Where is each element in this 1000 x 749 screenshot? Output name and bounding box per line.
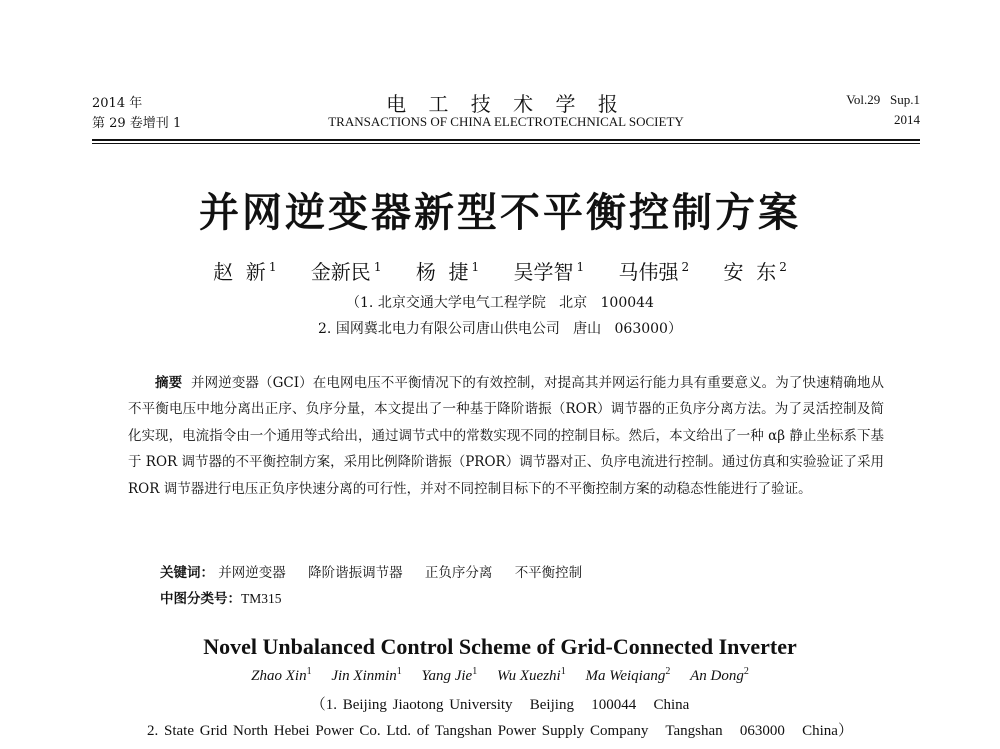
clc-label: 中图分类号： — [160, 591, 241, 607]
header-year: 2014 年 — [92, 96, 143, 111]
english-author-list — [0, 666, 1000, 685]
english-author: Yang Jie$^1$ — [421, 666, 478, 684]
english-author: Ma Weiqiang$^2$ — [585, 666, 671, 684]
keyword: 正负序分离 — [424, 565, 493, 581]
header-year-en: 2014 — [894, 112, 920, 127]
abstract-label: 摘要 — [155, 375, 183, 391]
english-title: Novel Unbalanced Control Scheme of Grid-Connected Inverter — [203, 634, 797, 659]
author: 杨 捷 $^1$ — [415, 260, 480, 284]
header-rule-thick — [92, 139, 920, 141]
classification — [160, 587, 282, 607]
keyword: 并网逆变器 — [218, 565, 286, 581]
abstract-text: 并网逆变器（GCI）在电网电压不平衡情况下的有效控制，对提高其并网运行能力具有重要意义。为了快速精确地从不平衡电压中地分离出正序、负序分量，本文提出了一种基于降阶谐振（ROR）调节器的正负序分离方法。为了灵活控制及简化实现，电流指令由一个通用等式给出，通过调节式中的常数实现不同的控制目标。然后，本文给出了一种 αβ 静止坐标系下基于 ROR 调节器的不平衡控制方案，采用比例降阶谐振（PROR）调节器对正、负序电流进行控制。通过仿真和实验验证了采用 ROR 调节器进行电压正负序快速分离的可行性，并对不同控制目标下的不平衡控制方案的动稳态性能进行了验证。 — [128, 375, 885, 497]
keywords-label: 关键词： — [160, 565, 214, 581]
header-volume: 第 29 卷增刊 1 — [92, 116, 182, 131]
journal-title-cn: 电 工 技 术 学 报 — [386, 92, 626, 116]
journal-title-en: TRANSACTIONS OF CHINA ELECTROTECHNICAL SOCIETY — [328, 114, 684, 129]
author: 金新民 $^1$ — [310, 260, 382, 284]
affiliation-1: （1. 北京交通大学电气工程学院 北京 100044 — [346, 295, 654, 311]
header-vol-sup: Vol.29 Sup.1 — [846, 92, 920, 107]
author: 赵 新 $^1$ — [213, 260, 277, 284]
running-header — [92, 88, 920, 138]
author: 安 东 $^2$ — [723, 260, 787, 284]
affiliation-2: 2. 国网冀北电力有限公司唐山供电公司 唐山 063000） — [318, 321, 682, 337]
header-rule-thin — [92, 143, 920, 144]
abstract — [128, 370, 884, 502]
english-author: Jin Xinmin$^1$ — [331, 666, 402, 684]
keyword: 不平衡控制 — [514, 565, 583, 581]
english-author: Wu Xuezhi$^1$ — [496, 666, 566, 684]
english-affiliation-2: 2. State Grid North Hebei Power Co. Ltd. of Tangshan Power Supply Company Tangshan 063000 China） — [147, 723, 853, 739]
author: 马伟强 $^2$ — [618, 260, 690, 284]
keyword: 降阶谐振调节器 — [308, 565, 403, 581]
author: 吴学智 $^1$ — [513, 260, 585, 284]
author-list — [0, 256, 1000, 285]
clc-value: TM315 — [241, 591, 282, 606]
english-author: An Dong$^2$ — [690, 666, 749, 684]
english-author: Zhao Xin$^1$ — [251, 666, 312, 684]
paper-title: 并网逆变器新型不平衡控制方案 — [199, 189, 801, 236]
english-affiliation-1: （1. Beijing Jiaotong University Beijing 100044 China — [310, 697, 690, 713]
keywords — [160, 561, 600, 581]
